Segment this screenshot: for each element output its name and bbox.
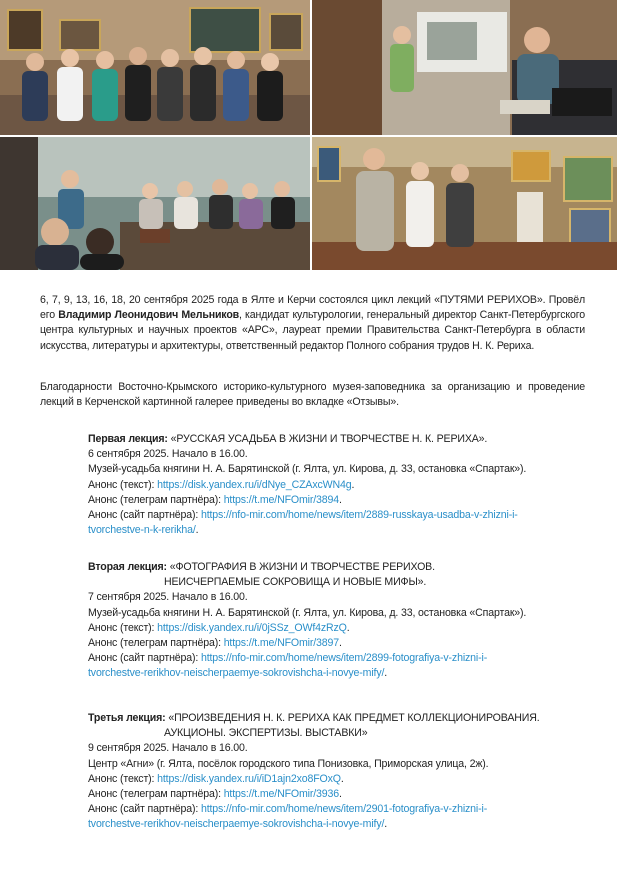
anons-tg-label: Анонс (телеграм партнёра): xyxy=(88,493,224,506)
anons-site-link-cont[interactable]: tvorchestve-rerikhov-neischerpaemye-sokrovishcha-i-novye-mify/ xyxy=(88,818,385,831)
anons-text-link[interactable]: https://disk.yandex.ru/i/iD1ajn2xo8FOxQ xyxy=(157,772,341,785)
lecture-block-1: Первая лекция: «РУССКАЯ УСАДЬБА В ЖИЗНИ И ТВОРЧЕСТВЕ Н. К. РЕРИХА». 6 сентября 2025. Начало в 16.00. Музей-усадьба княгини Н. А. Барятинской (г. Ялта, ул. Кирова, д. 33, остановка «Спартак»). Анонс (текст): https://disk.yandex.ru/i/dNye_CZAxcWN4g. Анонс (телеграм партнёра): https://t.me/NFOmir/3894. Анонс (сайт партнёра): https://nfo-mir.com/home/news/item/2889-russkaya-usadba-v-zhizni-i- tvorchestve-n-k-rerikha/. xyxy=(88,432,588,538)
lecture-title: «ПРОИЗВЕДЕНИЯ Н. К. РЕРИХА КАК ПРЕДМЕТ КОЛЛЕКЦИОНИРОВАНИЯ. xyxy=(165,712,540,724)
lecture-date: 6 сентября 2025. Начало в 16.00. xyxy=(88,448,248,461)
lecture-place: Центр «Агни» (г. Ялта, посёлок городского типа Понизовка, Приморская улица, 2ж). xyxy=(88,757,489,770)
anons-site-link[interactable]: https://nfo-mir.com/home/news/item/2899-fotografiya-v-zhizni-i- xyxy=(200,652,488,665)
anons-tg-link[interactable]: https://t.me/NFOmir/3936 xyxy=(223,788,340,801)
lecture-place: Музей-усадьба княгини Н. А. Барятинской (г. Ялта, ул. Кирова, д. 33, остановка «Спартак»). xyxy=(88,463,527,476)
anons-site-link-cont[interactable]: tvorchestve-rerikhov-neischerpaemye-sokrovishcha-i-novye-mify/ xyxy=(88,667,385,680)
anons-site-link[interactable]: https://nfo-mir.com/home/news/item/2889-russkaya-usadba-v-zhizni-i- xyxy=(200,509,518,522)
photo-collage xyxy=(0,0,617,270)
lecture-date: 7 сентября 2025. Начало в 16.00. xyxy=(88,591,248,604)
anons-site-link[interactable]: https://nfo-mir.com/home/news/item/2901-fotografiya-v-zhizni-i- xyxy=(200,803,488,816)
gallery-visitors-photo xyxy=(312,137,617,270)
thanks-text: Благодарности Восточно-Крымского историко-культурного музея-заповедника за организацию и проведение лекций в Керченской картинной галерее приведены во вкладке «Отзывы». xyxy=(40,381,585,409)
anons-tg-link[interactable]: https://t.me/NFOmir/3894 xyxy=(223,493,340,506)
lecturer-at-screen-photo xyxy=(312,0,617,135)
anons-site-link-cont[interactable]: tvorchestve-n-k-rerikha/ xyxy=(88,524,196,537)
lecture-title: «ФОТОГРАФИЯ В ЖИЗНИ И ТВОРЧЕСТВЕ РЕРИХОВ. xyxy=(166,561,435,573)
lecture-place: Музей-усадьба княгини Н. А. Барятинской (г. Ялта, ул. Кирова, д. 33, остановка «Спартак»). xyxy=(88,606,527,619)
lecture-title-cont: АУКЦИОНЫ. ЭКСПЕРТИЗЫ. ВЫСТАВКИ» xyxy=(164,727,368,740)
anons-tg-label: Анонс (телеграм партнёра): xyxy=(88,788,224,801)
lecture-block-3: Третья лекция: «ПРОИЗВЕДЕНИЯ Н. К. РЕРИХА КАК ПРЕДМЕТ КОЛЛЕКЦИОНИРОВАНИЯ. АУКЦИОНЫ. ЭКСПЕРТИЗЫ. ВЫСТАВКИ» 9 сентября 2025. Начало в 16.00. Центр «Агни» (г. Ялта, посёлок городского типа Понизовка, Приморская улица, 2ж). Анонс (текст): https://disk.yandex.ru/i/iD1ajn2xo8FOxQ. Анонс (телеграм партнёра): https://t.me/NFOmir/3936. Анонс (сайт партнёра): https://nfo-mir.com/home/news/item/2901-fotografiya-v-zhizni-i- tvorchestve-rerikhov-neischerpaemye-sokrovishcha-i-novye-mify/. xyxy=(88,711,588,833)
lecture-label: Вторая лекция: xyxy=(88,561,167,573)
intro-text-start: 6, 7, 9, 13, 16, 18, 20 сентября 2025 года в Ялте и Керчи состоялся цикл лекций «ПУТЯМИ РЕРИХОВ». Провёл его xyxy=(40,294,585,322)
anons-text-label: Анонс (текст): xyxy=(88,772,158,785)
lecture-label: Первая лекция: xyxy=(88,433,168,445)
anons-text-link[interactable]: https://disk.yandex.ru/i/dNye_CZAxcWN4g xyxy=(157,478,352,491)
anons-text-label: Анонс (текст): xyxy=(88,478,158,491)
intro-paragraph xyxy=(40,293,585,354)
anons-site-label: Анонс (сайт партнёра): xyxy=(88,509,201,522)
lecture-label: Третья лекция: xyxy=(88,712,166,724)
lecture-date: 9 сентября 2025. Начало в 16.00. xyxy=(88,742,248,755)
anons-text-link[interactable]: https://disk.yandex.ru/i/0jSSz_OWf4zRzQ xyxy=(157,621,347,634)
anons-site-label: Анонс (сайт партнёра): xyxy=(88,652,201,665)
anons-site-label: Анонс (сайт партнёра): xyxy=(88,803,201,816)
thanks-paragraph xyxy=(40,380,585,410)
lecture-title-cont: НЕИСЧЕРПАЕМЫЕ СОКРОВИЩА И НОВЫЕ МИФЫ». xyxy=(164,576,427,589)
intro-text-end: , кандидат культурологии, генеральный директор Санкт-Петербургского центра культурных и научных проектов «АРС», лауреат премии Правительства Санкт-Петербурга в области искусства, литературы и архитектуры, ответственный редактор Полного собрания трудов Н. К. Рериха. xyxy=(40,309,585,352)
anons-text-label: Анонс (текст): xyxy=(88,621,158,634)
anons-tg-label: Анонс (телеграм партнёра): xyxy=(88,637,224,650)
lecturer-name: Владимир Леонидович Мельников xyxy=(58,309,240,322)
group-photo-museum xyxy=(0,0,310,135)
anons-tg-link[interactable]: https://t.me/NFOmir/3897 xyxy=(223,637,340,650)
audience-at-table-photo xyxy=(0,137,310,270)
lecture-block-2: Вторая лекция: «ФОТОГРАФИЯ В ЖИЗНИ И ТВОРЧЕСТВЕ РЕРИХОВ. НЕИСЧЕРПАЕМЫЕ СОКРОВИЩА И НОВЫЕ МИФЫ». 7 сентября 2025. Начало в 16.00. Музей-усадьба княгини Н. А. Барятинской (г. Ялта, ул. Кирова, д. 33, остановка «Спартак»). Анонс (текст): https://disk.yandex.ru/i/0jSSz_OWf4zRzQ. Анонс (телеграм партнёра): https://t.me/NFOmir/3897. Анонс (сайт партнёра): https://nfo-mir.com/home/news/item/2899-fotografiya-v-zhizni-i- tvorchestve-rerikhov-neischerpaemye-sokrovishcha-i-novye-mify/. xyxy=(88,560,588,682)
lecture-title: «РУССКАЯ УСАДЬБА В ЖИЗНИ И ТВОРЧЕСТВЕ Н. К. РЕРИХА». xyxy=(167,433,488,445)
